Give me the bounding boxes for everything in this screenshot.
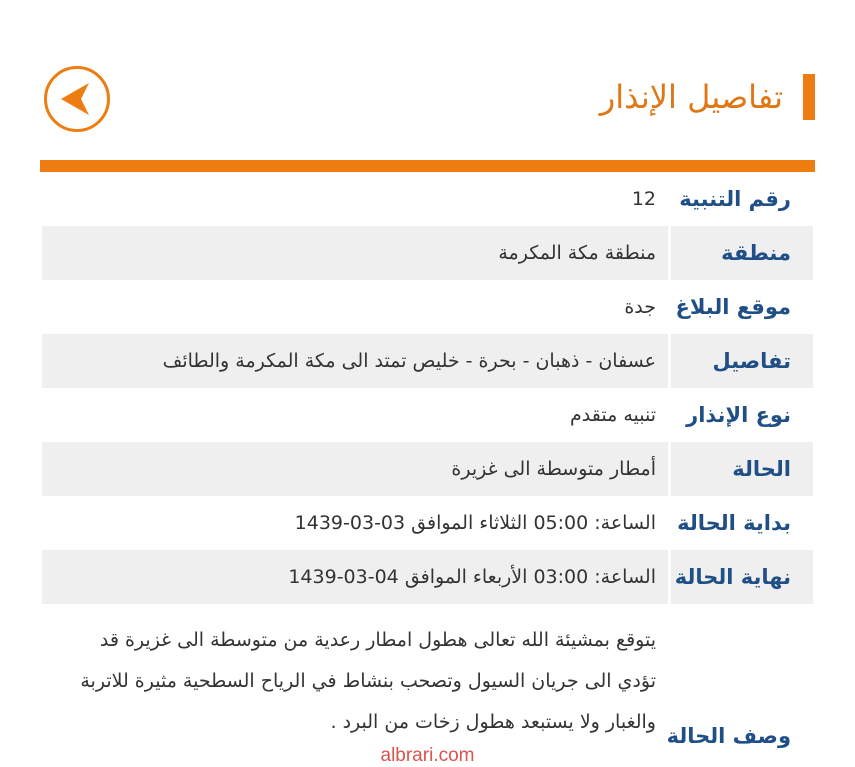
row-status-description (42, 604, 813, 764)
title-accent-bar (803, 74, 815, 120)
warning-details-table (42, 172, 813, 764)
value-region: منطقة مكة المكرمة (498, 242, 656, 264)
label-status-description: وصف الحالة (668, 604, 813, 764)
row-warning-type (42, 388, 813, 442)
row-warning-number (42, 172, 813, 226)
value-details: عسفان - ذهبان - بحرة - خليص تمتد الى مكة المكرمة والطائف (162, 350, 656, 372)
value-report-location: جدة (624, 296, 656, 318)
chevron-left-icon (55, 77, 99, 121)
label-status-start: بداية الحالة (668, 496, 813, 550)
row-status-start (42, 496, 813, 550)
value-status-end: الساعة: 03:00 الأربعاء الموافق 04-03-1439 (288, 566, 656, 588)
value-status-description: يتوقع بمشيئة الله تعالى هطول امطار رعدية من متوسطة الى غزيرة قد تؤدي الى جريان السيول وتصحب بنشاط في الرياح السطحية مثيرة للاتربة والغبار ولا يستبعد هطول زخات من البرد . (80, 629, 656, 733)
label-region: منطقة (668, 226, 813, 280)
label-status: الحالة (668, 442, 813, 496)
value-status-start: الساعة: 05:00 الثلاثاء الموافق 03-03-1439 (294, 512, 656, 534)
row-report-location (42, 280, 813, 334)
header-divider (40, 160, 815, 172)
label-status-end: نهاية الحالة (668, 550, 813, 604)
row-region (42, 226, 813, 280)
label-warning-number: رقم التنبية (668, 172, 813, 226)
label-report-location: موقع البلاغ (668, 280, 813, 334)
value-status: أمطار متوسطة الى غزيرة (451, 458, 656, 480)
row-status-end (42, 550, 813, 604)
label-warning-type: نوع الإنذار (668, 388, 813, 442)
label-details: تفاصيل (668, 334, 813, 388)
row-details (42, 334, 813, 388)
value-warning-number: 12 (631, 188, 656, 210)
back-button[interactable] (44, 66, 110, 132)
value-warning-type: تنبيه متقدم (570, 404, 656, 426)
row-status (42, 442, 813, 496)
page-header (0, 62, 855, 132)
page-title: تفاصيل الإنذار (599, 78, 783, 116)
watermark: albrari.com (380, 745, 475, 766)
